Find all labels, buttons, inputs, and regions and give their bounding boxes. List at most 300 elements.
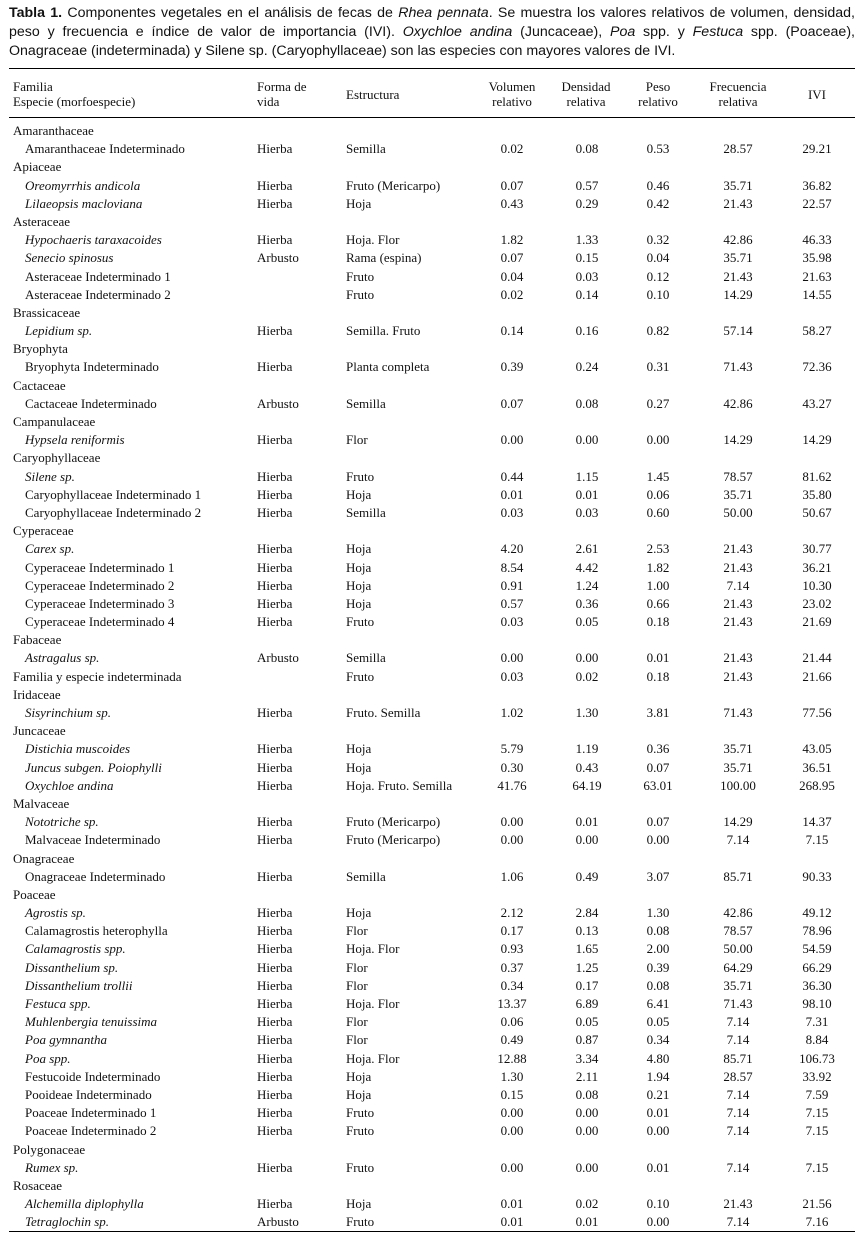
frecuencia-cell: 14.29 <box>723 432 753 448</box>
peso-cell: 0.31 <box>646 359 670 375</box>
peso-cell: 0.82 <box>646 323 670 339</box>
table-row <box>9 813 855 831</box>
table-row <box>9 831 855 849</box>
frecuencia-cell: 21.43 <box>723 541 753 557</box>
table-row <box>9 995 855 1013</box>
densidad-cell: 0.03 <box>575 268 599 284</box>
ivi-cell: 21.44 <box>802 650 832 666</box>
structure-cell: Flor <box>346 1014 368 1030</box>
ivi-cell: 90.33 <box>802 868 832 884</box>
frecuencia-cell: 100.00 <box>720 777 756 793</box>
family-row <box>9 158 855 176</box>
species-name: Calamagrostis spp. <box>25 941 126 957</box>
table-row <box>9 286 855 304</box>
frecuencia-cell: 78.57 <box>723 923 753 939</box>
table-row <box>9 940 855 958</box>
volumen-cell: 4.20 <box>500 541 524 557</box>
species-name: Hypochaeris taraxacoides <box>25 232 162 248</box>
family-name: Cyperaceae <box>13 523 74 539</box>
structure-cell: Fruto <box>346 286 375 302</box>
ivi-cell: 66.29 <box>802 959 832 975</box>
volumen-cell: 0.34 <box>500 977 524 993</box>
densidad-cell: 0.08 <box>575 141 599 157</box>
life-form-cell: Hierba <box>257 559 293 575</box>
species-name: Cyperaceae Indeterminado 1 <box>25 559 175 575</box>
species-name: Silene sp. <box>25 468 75 484</box>
volumen-cell: 0.06 <box>500 1014 524 1030</box>
frecuencia-cell: 35.71 <box>723 486 753 502</box>
ivi-cell: 49.12 <box>802 905 832 921</box>
frecuencia-cell: 7.14 <box>726 1014 750 1030</box>
ivi-cell: 10.30 <box>802 577 832 593</box>
header-familia-line1: Familia <box>13 79 53 94</box>
peso-cell: 1.82 <box>646 559 670 575</box>
volumen-cell: 0.07 <box>500 250 524 266</box>
family-name: Brassicaceae <box>13 304 81 320</box>
table-row <box>9 1050 855 1068</box>
family-row <box>9 1177 855 1195</box>
ivi-cell: 8.84 <box>805 1032 829 1048</box>
densidad-cell: 0.00 <box>575 832 599 848</box>
frecuencia-cell: 42.86 <box>723 395 753 411</box>
caption-text: Componentes vegetales en el análisis de fecas de <box>62 5 399 21</box>
table-body <box>9 122 855 1231</box>
life-form-cell: Arbusto <box>257 1214 299 1230</box>
peso-cell: 1.45 <box>646 468 670 484</box>
volumen-cell: 41.76 <box>497 777 527 793</box>
structure-cell: Hoja. Flor <box>346 232 400 248</box>
peso-cell: 0.36 <box>646 741 670 757</box>
structure-cell: Fruto (Mericarpo) <box>346 832 441 848</box>
table-row <box>9 540 855 558</box>
volumen-cell: 0.15 <box>500 1086 524 1102</box>
frecuencia-cell: 21.43 <box>723 559 753 575</box>
structure-cell: Fruto <box>346 1123 375 1139</box>
species-name: Poa spp. <box>25 1050 71 1066</box>
ivi-cell: 43.27 <box>802 395 832 411</box>
frecuencia-cell: 85.71 <box>723 1050 753 1066</box>
species-name: Oreomyrrhis andicola <box>25 177 141 193</box>
volumen-cell: 1.82 <box>500 232 524 248</box>
header-rule <box>9 117 855 118</box>
species-name: Onagraceae Indeterminado <box>25 868 166 884</box>
species-name: Rumex sp. <box>25 1159 79 1175</box>
volumen-cell: 0.00 <box>500 650 524 666</box>
volumen-cell: 0.00 <box>500 1105 524 1121</box>
family-name: Apiaceae <box>13 159 62 175</box>
header-volumen-line2: relativo <box>492 94 532 109</box>
life-form-cell: Hierba <box>257 1105 293 1121</box>
structure-cell: Hoja <box>346 577 372 593</box>
table-row <box>9 649 855 667</box>
densidad-cell: 0.00 <box>575 650 599 666</box>
family-row <box>9 122 855 140</box>
species-name: Cyperaceae Indeterminado 2 <box>25 577 175 593</box>
frecuencia-cell: 7.14 <box>726 1214 750 1230</box>
ivi-cell: 36.82 <box>802 177 832 193</box>
table-row <box>9 195 855 213</box>
table-row <box>9 1213 855 1231</box>
family-row <box>9 686 855 704</box>
volumen-cell: 12.88 <box>497 1050 527 1066</box>
table-row <box>9 468 855 486</box>
header-densidad <box>548 79 624 109</box>
densidad-cell: 0.00 <box>575 1123 599 1139</box>
species-name: Lepidium sp. <box>25 323 93 339</box>
peso-cell: 63.01 <box>643 777 673 793</box>
densidad-cell: 0.14 <box>575 286 599 302</box>
life-form-cell: Hierba <box>257 486 293 502</box>
structure-cell: Flor <box>346 1032 368 1048</box>
family-row <box>9 850 855 868</box>
structure-cell: Fruto <box>346 268 375 284</box>
species-name: Juncus subgen. Poiophylli <box>25 759 162 775</box>
life-form-cell: Hierba <box>257 1086 293 1102</box>
family-row <box>9 304 855 322</box>
volumen-cell: 0.00 <box>500 1159 524 1175</box>
frecuencia-cell: 21.43 <box>723 1196 753 1212</box>
ivi-cell: 21.56 <box>802 1196 832 1212</box>
header-frecuencia-line1: Frecuencia <box>709 79 767 94</box>
densidad-cell: 64.19 <box>572 777 602 793</box>
peso-cell: 0.18 <box>646 668 670 684</box>
ivi-cell: 46.33 <box>802 232 832 248</box>
peso-cell: 0.07 <box>646 814 670 830</box>
frecuencia-cell: 35.71 <box>723 977 753 993</box>
ivi-cell: 21.63 <box>802 268 832 284</box>
densidad-cell: 0.03 <box>575 504 599 520</box>
life-form-cell: Hierba <box>257 905 293 921</box>
life-form-cell: Hierba <box>257 777 293 793</box>
densidad-cell: 0.87 <box>575 1032 599 1048</box>
peso-cell: 3.81 <box>646 705 670 720</box>
table-row <box>9 1159 855 1177</box>
densidad-cell: 0.24 <box>575 359 599 375</box>
life-form-cell: Hierba <box>257 595 293 611</box>
header-forma-line2: vida <box>257 94 280 109</box>
family-name: Campanulaceae <box>13 414 96 429</box>
structure-cell: Fruto (Mericarpo) <box>346 177 441 193</box>
family-name: Fabaceae <box>13 632 62 648</box>
ivi-cell: 50.67 <box>802 504 832 520</box>
table-row <box>9 268 855 286</box>
table-row <box>9 613 855 631</box>
species-name: Nototriche sp. <box>25 814 99 830</box>
species-name: Bryophyta Indeterminado <box>25 359 159 375</box>
species-name: Cyperaceae Indeterminado 3 <box>25 595 175 611</box>
life-form-cell: Hierba <box>257 614 293 630</box>
species-name: Asteraceae Indeterminado 2 <box>25 286 171 302</box>
ivi-cell: 36.30 <box>802 977 832 993</box>
volumen-cell: 0.44 <box>500 468 524 484</box>
densidad-cell: 0.08 <box>575 395 599 411</box>
ivi-cell: 21.66 <box>802 668 832 684</box>
ivi-cell: 7.16 <box>805 1214 829 1230</box>
peso-cell: 0.01 <box>646 1105 670 1121</box>
densidad-cell: 0.00 <box>575 1159 599 1175</box>
life-form-cell: Hierba <box>257 195 293 211</box>
volumen-cell: 0.07 <box>500 177 524 193</box>
structure-cell: Hoja. Flor <box>346 996 400 1011</box>
frecuencia-cell: 35.71 <box>723 759 753 775</box>
species-name: Distichia muscoides <box>25 741 131 757</box>
life-form-cell: Hierba <box>257 232 293 248</box>
frecuencia-cell: 42.86 <box>723 232 753 248</box>
table-row <box>9 431 855 449</box>
peso-cell: 0.10 <box>646 1196 670 1212</box>
family-row <box>9 631 855 649</box>
frecuencia-cell: 57.14 <box>723 323 753 339</box>
family-name: Asteraceae <box>13 213 71 229</box>
table-row <box>9 1031 855 1049</box>
family-row <box>9 1141 855 1159</box>
ivi-cell: 35.80 <box>802 486 832 502</box>
life-form-cell: Hierba <box>257 541 293 557</box>
volumen-cell: 0.17 <box>500 923 524 939</box>
table-row <box>9 486 855 504</box>
volumen-cell: 0.04 <box>500 268 524 284</box>
structure-cell: Fruto <box>346 1214 375 1230</box>
structure-cell: Fruto <box>346 1105 375 1121</box>
species-name: Dissanthelium sp. <box>25 959 119 975</box>
ivi-cell: 7.15 <box>805 1159 829 1175</box>
structure-cell: Rama (espina) <box>346 250 422 266</box>
structure-cell: Hoja <box>346 541 372 557</box>
table-row <box>9 959 855 977</box>
caption-species: Festuca <box>692 24 744 40</box>
structure-cell: Fruto <box>346 668 375 684</box>
densidad-cell: 3.34 <box>575 1050 599 1066</box>
header-estructura: Estructura <box>346 87 400 102</box>
peso-cell: 2.53 <box>646 541 670 557</box>
densidad-cell: 1.24 <box>575 577 599 593</box>
peso-cell: 6.41 <box>646 996 670 1011</box>
header-frecuencia-line2: relativa <box>718 94 758 109</box>
peso-cell: 0.12 <box>646 268 670 284</box>
frecuencia-cell: 71.43 <box>723 359 753 375</box>
table-row <box>9 249 855 267</box>
frecuencia-cell: 7.14 <box>726 1123 750 1139</box>
ivi-cell: 14.37 <box>802 814 832 830</box>
peso-cell: 0.32 <box>646 232 670 248</box>
peso-cell: 0.53 <box>646 141 670 157</box>
ivi-cell: 36.21 <box>802 559 832 575</box>
volumen-cell: 13.37 <box>497 996 527 1011</box>
species-name: Calamagrostis heterophylla <box>25 923 168 939</box>
structure-cell: Fruto <box>346 468 375 484</box>
species-name: Amaranthaceae Indeterminado <box>25 141 185 157</box>
densidad-cell: 0.00 <box>575 1105 599 1121</box>
volumen-cell: 0.57 <box>500 595 524 611</box>
species-name: Poaceae Indeterminado 2 <box>25 1123 157 1139</box>
structure-cell: Hoja. Fruto. Semilla <box>346 777 453 793</box>
volumen-cell: 0.37 <box>500 959 524 975</box>
structure-cell: Hoja. Flor <box>346 1050 400 1066</box>
structure-cell: Semilla <box>346 141 386 157</box>
volumen-cell: 0.00 <box>500 1123 524 1139</box>
ivi-cell: 81.62 <box>802 468 832 484</box>
densidad-cell: 0.01 <box>575 1214 599 1230</box>
ivi-cell: 14.29 <box>802 432 832 448</box>
frecuencia-cell: 21.43 <box>723 195 753 211</box>
densidad-cell: 0.05 <box>575 1014 599 1030</box>
densidad-cell: 0.05 <box>575 614 599 630</box>
life-form-cell: Hierba <box>257 432 293 448</box>
family-name: Cactaceae <box>13 377 66 393</box>
densidad-cell: 0.02 <box>575 668 599 684</box>
frecuencia-cell: 35.71 <box>723 177 753 193</box>
frecuencia-cell: 28.57 <box>723 1068 753 1084</box>
life-form-cell: Hierba <box>257 977 293 993</box>
ivi-cell: 78.96 <box>802 923 832 939</box>
species-name: Oxychloe andina <box>25 777 114 793</box>
volumen-cell: 1.02 <box>500 705 524 720</box>
life-form-cell: Arbusto <box>257 650 299 666</box>
table-row <box>9 504 855 522</box>
species-name: Asteraceae Indeterminado 1 <box>25 268 171 284</box>
structure-cell: Hoja <box>346 1086 372 1102</box>
family-row <box>9 886 855 904</box>
ivi-cell: 29.21 <box>802 141 832 157</box>
caption-label: Tabla 1. <box>9 5 63 21</box>
family-name: Iridaceae <box>13 686 61 702</box>
peso-cell: 0.08 <box>646 977 670 993</box>
table-row <box>9 904 855 922</box>
peso-cell: 0.66 <box>646 595 670 611</box>
structure-cell: Semilla <box>346 504 386 520</box>
peso-cell: 0.07 <box>646 759 670 775</box>
life-form-cell: Hierba <box>257 1123 293 1139</box>
peso-cell: 0.42 <box>646 195 670 211</box>
life-form-cell: Hierba <box>257 1032 293 1048</box>
frecuencia-cell: 50.00 <box>723 504 753 520</box>
structure-cell: Semilla. Fruto <box>346 323 421 339</box>
volumen-cell: 0.39 <box>500 359 524 375</box>
family-name: Onagraceae <box>13 850 75 866</box>
caption-text: (Juncaceae), <box>512 24 610 40</box>
volumen-cell: 0.02 <box>500 141 524 157</box>
structure-cell: Hoja <box>346 559 372 575</box>
header-densidad-line1: Densidad <box>561 79 611 94</box>
peso-cell: 0.10 <box>646 286 670 302</box>
densidad-cell: 6.89 <box>575 996 599 1011</box>
densidad-cell: 1.25 <box>575 959 599 975</box>
species-name: Pooideae Indeterminado <box>25 1086 152 1102</box>
structure-cell: Hoja <box>346 195 372 211</box>
species-name: Festuca spp. <box>25 996 91 1011</box>
species-name: Cyperaceae Indeterminado 4 <box>25 614 175 630</box>
ivi-cell: 72.36 <box>802 359 832 375</box>
volumen-cell: 0.30 <box>500 759 524 775</box>
peso-cell: 0.06 <box>646 486 670 502</box>
densidad-cell: 0.15 <box>575 250 599 266</box>
ivi-cell: 7.15 <box>805 1105 829 1121</box>
table-row <box>9 1122 855 1140</box>
species-name: Lilaeopsis macloviana <box>25 195 143 211</box>
structure-cell: Fruto <box>346 1159 375 1175</box>
frecuencia-cell: 21.43 <box>723 595 753 611</box>
structure-cell: Flor <box>346 432 368 448</box>
ivi-cell: 35.98 <box>802 250 832 266</box>
table-row <box>9 1013 855 1031</box>
densidad-cell: 0.08 <box>575 1086 599 1102</box>
frecuencia-cell: 7.14 <box>726 577 750 593</box>
ivi-cell: 77.56 <box>802 705 832 720</box>
densidad-cell: 1.65 <box>575 941 599 957</box>
header-densidad-line2: relativa <box>566 94 606 109</box>
ivi-cell: 14.55 <box>802 286 832 302</box>
structure-cell: Planta completa <box>346 359 430 375</box>
densidad-cell: 0.00 <box>575 432 599 448</box>
frecuencia-cell: 7.14 <box>726 1105 750 1121</box>
frecuencia-cell: 78.57 <box>723 468 753 484</box>
family-name: Polygonaceae <box>13 1141 86 1157</box>
densidad-cell: 0.16 <box>575 323 599 339</box>
densidad-cell: 0.13 <box>575 923 599 939</box>
table-row <box>9 977 855 995</box>
species-name: Familia y especie indeterminada <box>13 668 182 684</box>
header-volumen-line1: Volumen <box>488 79 536 94</box>
frecuencia-cell: 35.71 <box>723 741 753 757</box>
peso-cell: 0.00 <box>646 432 670 448</box>
ivi-cell: 23.02 <box>802 595 832 611</box>
peso-cell: 0.05 <box>646 1014 670 1030</box>
species-name: Festucoide Indeterminado <box>25 1068 161 1084</box>
peso-cell: 3.07 <box>646 868 670 884</box>
life-form-cell: Hierba <box>257 1159 293 1175</box>
life-form-cell: Hierba <box>257 468 293 484</box>
family-name: Bryophyta <box>13 341 68 357</box>
header-ivi: IVI <box>807 87 827 102</box>
table-row <box>9 668 855 686</box>
volumen-cell: 0.03 <box>500 668 524 684</box>
volumen-cell: 0.03 <box>500 614 524 630</box>
caption-species: Oxychloe andina <box>402 24 513 40</box>
densidad-cell: 0.17 <box>575 977 599 993</box>
ivi-cell: 36.51 <box>802 759 832 775</box>
frecuencia-cell: 14.29 <box>723 814 753 830</box>
life-form-cell: Hierba <box>257 1014 293 1030</box>
volumen-cell: 0.01 <box>500 1214 524 1230</box>
frecuencia-cell: 28.57 <box>723 141 753 157</box>
species-name: Caryophyllaceae Indeterminado 2 <box>25 504 202 520</box>
ivi-cell: 7.15 <box>805 832 829 848</box>
structure-cell: Hoja <box>346 1068 372 1084</box>
structure-cell: Hoja <box>346 1196 372 1212</box>
structure-cell: Fruto (Mericarpo) <box>346 814 441 830</box>
frecuencia-cell: 7.14 <box>726 1159 750 1175</box>
family-row <box>9 213 855 231</box>
frecuencia-cell: 14.29 <box>723 286 753 302</box>
table-row <box>9 740 855 758</box>
volumen-cell: 8.54 <box>500 559 524 575</box>
structure-cell: Hoja. Flor <box>346 941 400 957</box>
species-name: Sisyrinchium sp. <box>25 705 111 720</box>
frecuencia-cell: 35.71 <box>723 250 753 266</box>
bottom-rule <box>9 1231 855 1232</box>
life-form-cell: Hierba <box>257 996 293 1011</box>
densidad-cell: 1.33 <box>575 232 599 248</box>
peso-cell: 0.18 <box>646 614 670 630</box>
caption-text: . Se muestra los valores relativos de volumen, densidad, peso y frecuencia e índice de valor de importancia (IVI). <box>9 5 855 40</box>
frecuencia-cell: 7.14 <box>726 832 750 848</box>
ivi-cell: 30.77 <box>802 541 832 557</box>
volumen-cell: 0.07 <box>500 395 524 411</box>
structure-cell: Flor <box>346 923 368 939</box>
header-peso-line2: relativo <box>638 94 678 109</box>
peso-cell: 0.21 <box>646 1086 670 1102</box>
caption-species: Rhea pennata <box>398 5 489 21</box>
